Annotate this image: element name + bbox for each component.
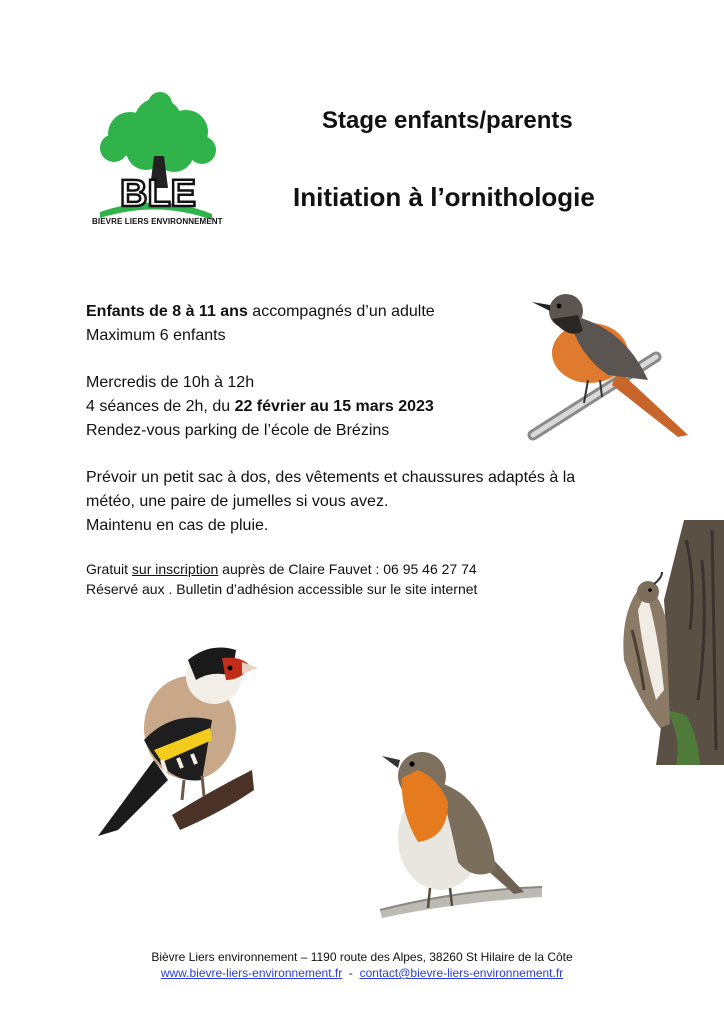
logo-letters: BLE: [120, 173, 196, 215]
redstart-bird-image: [528, 285, 693, 445]
info-line-meeting: Rendez-vous parking de l’école de Brézins: [86, 422, 390, 439]
info-line-ages: [86, 303, 435, 321]
footer-links: [0, 966, 724, 980]
info-line-schedule: Mercredis de 10h à 12h: [86, 374, 255, 391]
info-line-sessions: [86, 398, 434, 416]
goldfinch-bird-image: [92, 640, 262, 840]
footer-separator: -: [342, 966, 360, 980]
registration-pre: Gratuit: [86, 561, 132, 577]
sessions-dates: 22 février au 15 mars 2023: [234, 398, 434, 415]
info-line-rain: Maintenu en cas de pluie.: [86, 517, 269, 534]
robin-bird-image: [378, 742, 544, 937]
sessions-pre: 4 séances de 2h, du: [86, 398, 235, 415]
title-stage: Stage enfants/parents: [322, 107, 573, 134]
registration-line: [86, 561, 477, 577]
ble-logo: [88, 92, 228, 232]
website-link[interactable]: www.bievre-liers-environnement.fr: [160, 966, 343, 980]
email-link[interactable]: contact@bievre-liers-environnement.fr: [359, 966, 564, 980]
treecreeper-bird-image: [612, 520, 724, 765]
info-line-max: Maximum 6 enfants: [86, 327, 226, 344]
logo-caption: BIEVRE LIERS ENVIRONNEMENT: [92, 217, 223, 226]
footer-address: Bièvre Liers environnement – 1190 route des Alpes, 38260 St Hilaire de la Côte: [151, 950, 573, 964]
membership-line: Réservé aux . Bulletin d’adhésion accessible sur le site internet: [86, 581, 478, 597]
info-line-weather: météo, une paire de jumelles si vous avez.: [86, 493, 389, 510]
ages-bold: Enfants de 8 à 11 ans: [86, 303, 248, 320]
registration-post: auprès de Claire Fauvet : 06 95 46 27 74: [218, 561, 477, 577]
title-initiation: Initiation à l’ornithologie: [293, 182, 595, 212]
registration-link[interactable]: sur inscription: [131, 561, 219, 577]
ages-rest: accompagnés d’un adulte: [247, 303, 435, 320]
info-line-bring: Prévoir un petit sac à dos, des vêtements et chaussures adaptés à la: [86, 469, 576, 486]
